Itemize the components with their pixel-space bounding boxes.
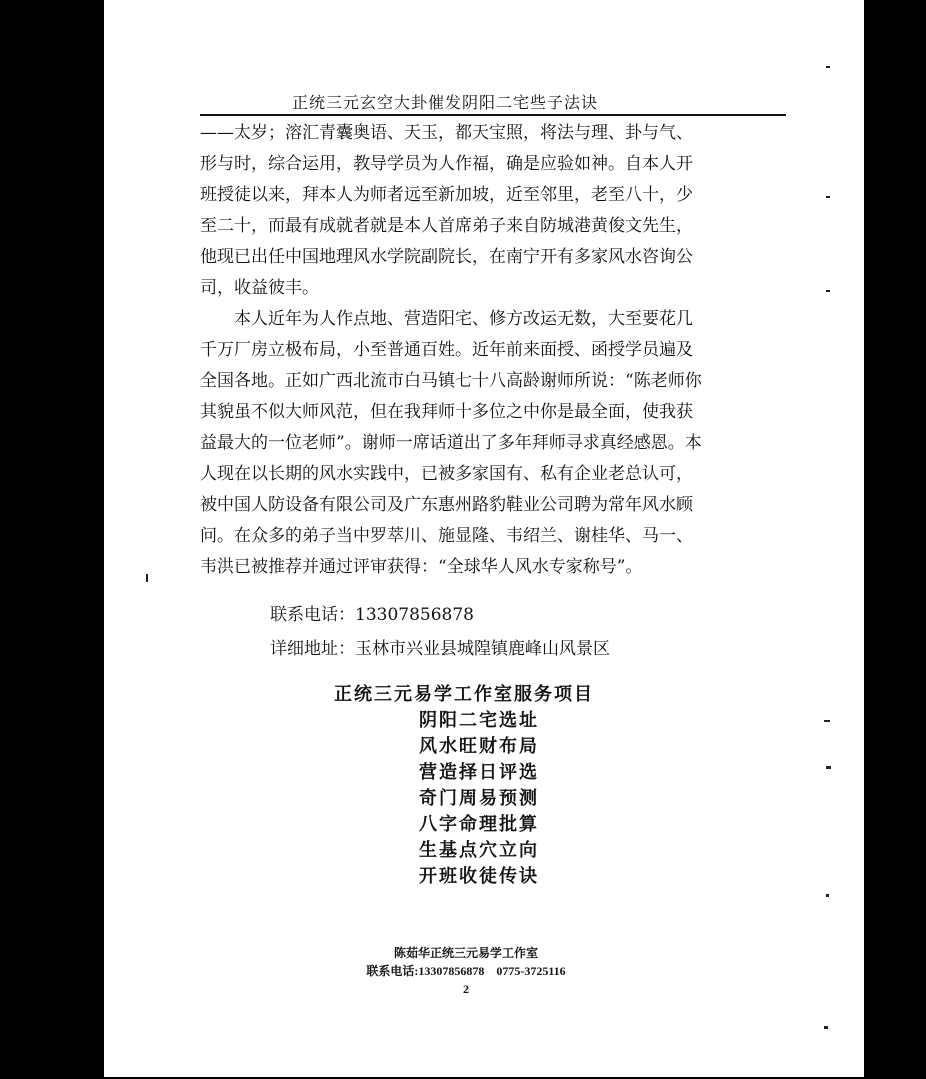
text-line: 司，收益彼丰。 [200, 278, 319, 298]
body-text [200, 118, 786, 583]
scan-speck [826, 894, 829, 897]
text-line: 人现在以长期的风水实践中，已被多家国有、私有企业老总认可， [200, 464, 693, 484]
services-title: 正统三元易学工作室服务项目 [334, 684, 594, 705]
service-item: 开班收徒传诀 [419, 866, 539, 887]
contact-phone [270, 600, 474, 625]
text-line: 本人近年为人作点地、营造阳宅、修方改运无数，大至要花几 [200, 309, 693, 329]
footer-phones: 联系电话:13307856878 0775-3725116 [366, 964, 566, 978]
text-line: 他现已出任中国地理风水学院副院长，在南宁开有多家风水咨询公 [200, 247, 693, 267]
service-item: 风水旺财布局 [419, 736, 539, 757]
scan-speck [826, 766, 831, 769]
text-line: 韦洪已被推荐并通过评审获得：“全球华人风水专家称号”。 [200, 557, 643, 577]
text-line: 被中国人防设备有限公司及广东惠州路豹鞋业公司聘为常年风水顾 [200, 495, 693, 515]
text-line: 班授徒以来，拜本人为师者远至新加坡，近至邻里，老至八十，少 [200, 185, 693, 205]
service-item: 八字命理批算 [419, 814, 539, 835]
service-item: 营造择日评选 [419, 762, 539, 783]
services-list [104, 682, 864, 890]
header-rule [200, 114, 786, 116]
scan-speck [826, 290, 830, 292]
contact-address [270, 634, 610, 659]
text-line: 全国各地。正如广西北流市白马镇七十八高龄谢师所说：“陈老师你 [200, 371, 702, 391]
scan-speck [146, 574, 148, 582]
text-line: 至二十，而最有成就者就是本人首席弟子来自防城港黄俊文先生， [200, 216, 693, 236]
scan-speck [826, 196, 830, 198]
text-line: ——太岁；溶汇青囊奥语、天玉，都天宝照，将法与理、卦与气、 [200, 123, 693, 143]
document-page [104, 0, 864, 1077]
footer-studio: 陈茹华正统三元易学工作室 [393, 946, 538, 960]
text-line: 其貌虽不似大师风范，但在我拜师十多位之中你是最全面，使我获 [200, 402, 693, 422]
scan-speck [824, 720, 830, 722]
service-item: 奇门周易预测 [419, 788, 539, 809]
scan-speck [826, 66, 830, 68]
page-number: 2 [463, 982, 469, 996]
text-line: 形与时，综合运用，教导学员为人作福，确是应验如神。自本人开 [200, 154, 693, 174]
scan-speck [824, 1026, 828, 1029]
text-line: 千万厂房立极布局，小至普通百姓。近年前来面授、函授学员遍及 [200, 340, 693, 360]
page-footer [104, 944, 864, 998]
phone-value: 13307856878 [355, 605, 474, 625]
address-value: 玉林市兴业县城隍镇鹿峰山风景区 [355, 639, 610, 659]
text-line: 益最大的一位老师”。谢师一席话道出了多年拜师寻求真经感恩。本 [200, 433, 702, 453]
service-item: 生基点穴立向 [419, 840, 539, 861]
text-line: 问。在众多的弟子当中罗萃川、施显隆、韦绍兰、谢桂华、马一、 [200, 526, 693, 546]
address-label: 详细地址： [270, 639, 355, 659]
service-item: 阴阳二宅选址 [419, 710, 539, 731]
phone-label: 联系电话： [270, 605, 355, 625]
running-header: 正统三元玄空大卦催发阴阳二宅些子法诀 [291, 93, 598, 112]
